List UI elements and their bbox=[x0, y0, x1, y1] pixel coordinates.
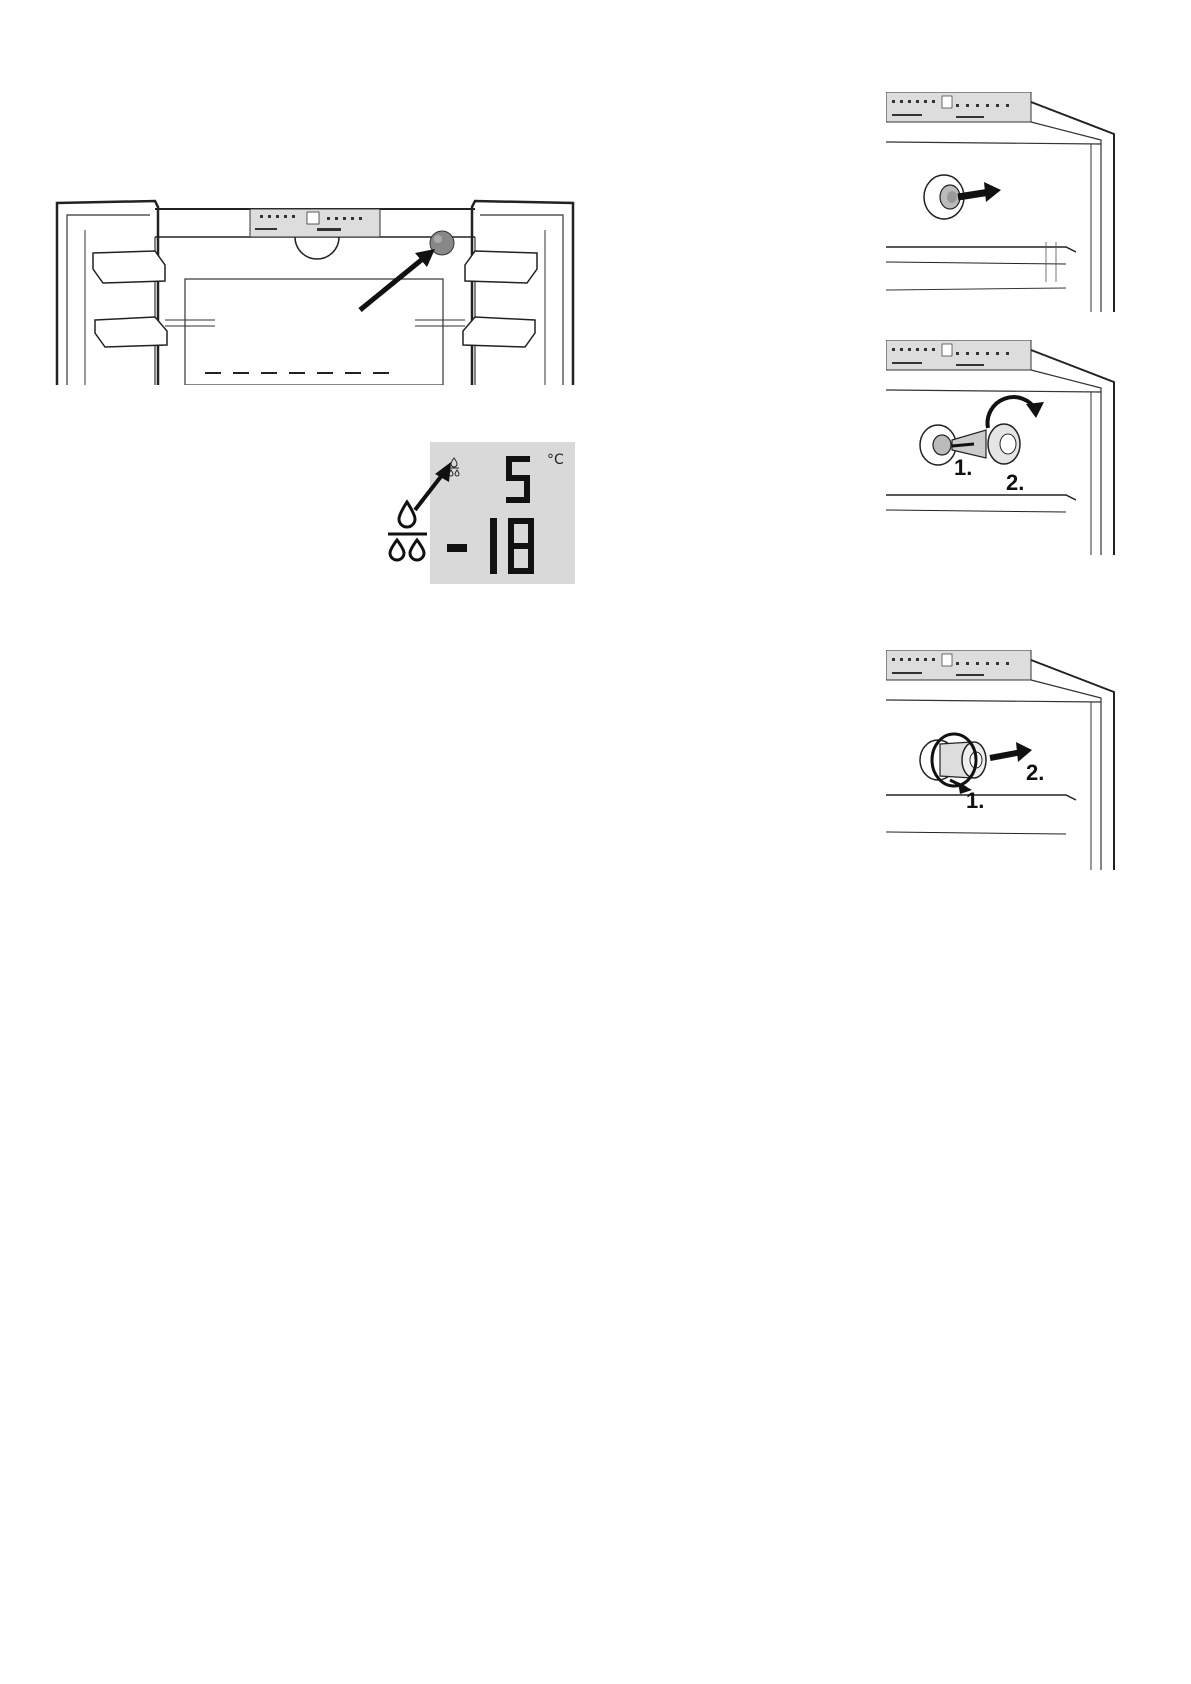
temperature-unit: °C bbox=[547, 452, 564, 468]
filter-insert-figure bbox=[886, 340, 1116, 555]
filter-remove-figure bbox=[886, 92, 1116, 312]
water-drops-icon bbox=[388, 502, 427, 560]
freezer-temperature bbox=[385, 442, 386, 443]
display-panel-figure bbox=[385, 442, 575, 584]
remove-step-1-label: 1. bbox=[966, 788, 985, 813]
fridge-interior-illustration bbox=[55, 195, 575, 385]
remove-step-2-label: 2. bbox=[1026, 760, 1045, 785]
insert-step-2-label: 2. bbox=[1006, 470, 1025, 495]
insert-step-1-label: 1. bbox=[954, 455, 973, 480]
filter-twist-remove-figure bbox=[886, 650, 1116, 870]
